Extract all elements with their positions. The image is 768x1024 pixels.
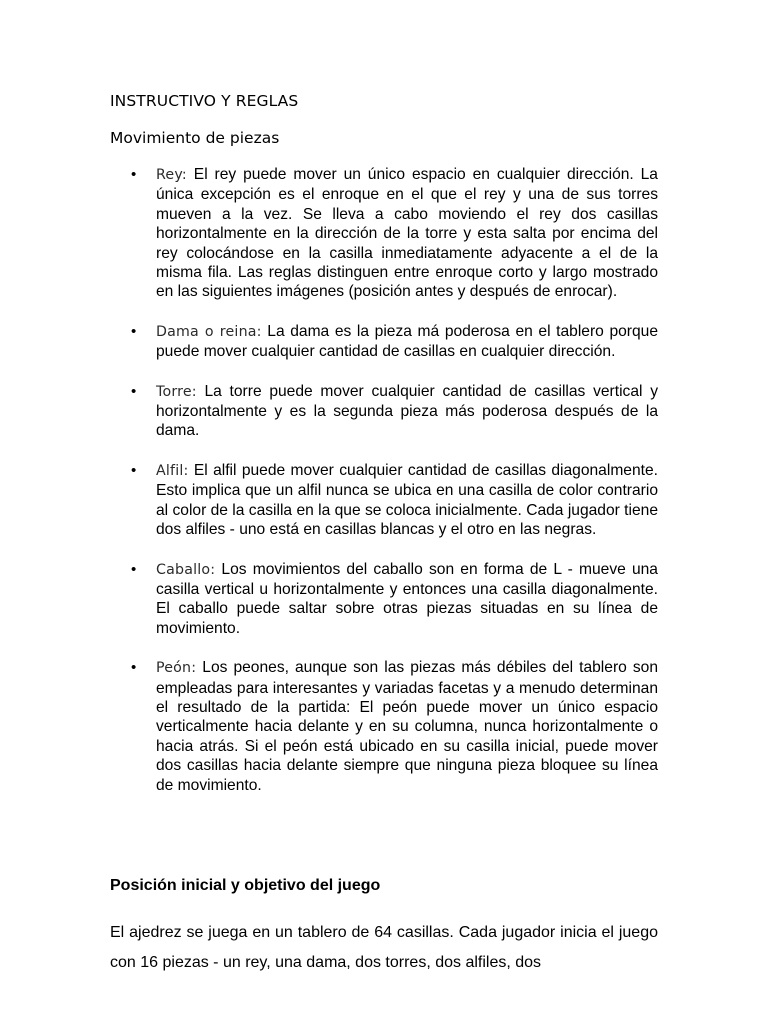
rule-item-torre [0, 382, 658, 441]
rule-text: Los movimientos del caballo son en forma de L - mueve una casilla vertical u horizontalmente y entonces una casilla diagonalmente. El caballo puede saltar sobre otras piezas situadas en su línea de movimiento. [156, 560, 658, 637]
rule-text: Los peones, aunque son las piezas más débiles del tablero son empleadas para interesantes y variadas facetas y a menudo determinan el resultado de la partida: El peón puede mover un único espacio verticalmente hacia delante y en su columna, nunca horizontalmente o hacia atrás. Si el peón está ubicado en su casilla inicial, puede mover dos casillas hacia delante siempre que ninguna pieza bloquee su línea de movimiento. [156, 659, 658, 794]
rule-paragraph [156, 560, 658, 639]
bullet-icon: • [131, 659, 137, 677]
rule-term: Alfil: [156, 462, 189, 479]
rule-paragraph [156, 461, 658, 540]
document-title: INSTRUCTIVO Y REGLAS [110, 92, 299, 110]
rule-term: Torre: [156, 383, 197, 400]
bullet-icon: • [131, 322, 137, 340]
rule-text: La torre puede mover cualquier cantidad de casillas vertical y horizontalmente y es la segunda pieza más poderosa después de la dama. [156, 382, 658, 440]
rule-term: Dama o reina: [156, 323, 262, 340]
rule-text: La dama es la pieza má poderosa en el tablero porque puede mover cualquier cantidad de casillas en cualquier dirección. [156, 322, 658, 361]
rule-paragraph [156, 322, 658, 362]
rule-paragraph [156, 382, 658, 441]
rule-term: Rey: [156, 167, 187, 183]
section-heading: Posición inicial y objetivo del juego [110, 877, 381, 894]
body-paragraph: El ajedrez se juega en un tablero de 64 casillas. Cada jugador inicia el juego con 16 piezas - un rey, una dama, dos torres, dos alfiles, dos [110, 924, 658, 971]
bullet-icon: • [131, 560, 137, 578]
bullet-icon: • [131, 382, 137, 400]
bullet-icon: • [131, 461, 137, 479]
rule-paragraph [156, 165, 658, 302]
rule-term: Caballo: [156, 561, 216, 578]
rule-item-alfil [0, 461, 658, 540]
rule-item-caballo [0, 560, 658, 639]
rule-paragraph [156, 658, 658, 795]
rule-text: El rey puede mover un único espacio en cualquier dirección. La única excepción es el enroque en el que el rey y una de sus torres mueven a la vez. Se lleva a cabo moviendo el rey dos casillas horizontalmente en la dirección de la torre y esta salta por encima del rey colocándose en la casilla inmediatamente adyacente a el de la misma fila. Las reglas distinguen entre enroque corto y largo mostrado en las siguientes imágenes (posición antes y después de enrocar). [156, 166, 658, 301]
rule-term: Peón: [156, 660, 197, 677]
rule-text: El alfil puede mover cualquier cantidad de casillas diagonalmente. Esto implica que un alfil nunca se ubica en una casilla de color contrario al color de la casilla en la que se coloca inicialmente. Cada jugador tiene dos alfiles - uno está en casillas blancas y el otro en las negras. [156, 461, 658, 539]
section-subtitle: Movimiento de piezas [110, 129, 280, 147]
piece-rules-list [0, 165, 768, 815]
rule-item-peon [0, 658, 658, 795]
rule-item-rey [0, 165, 658, 302]
bullet-icon: • [131, 166, 137, 183]
rule-item-dama [0, 322, 658, 362]
